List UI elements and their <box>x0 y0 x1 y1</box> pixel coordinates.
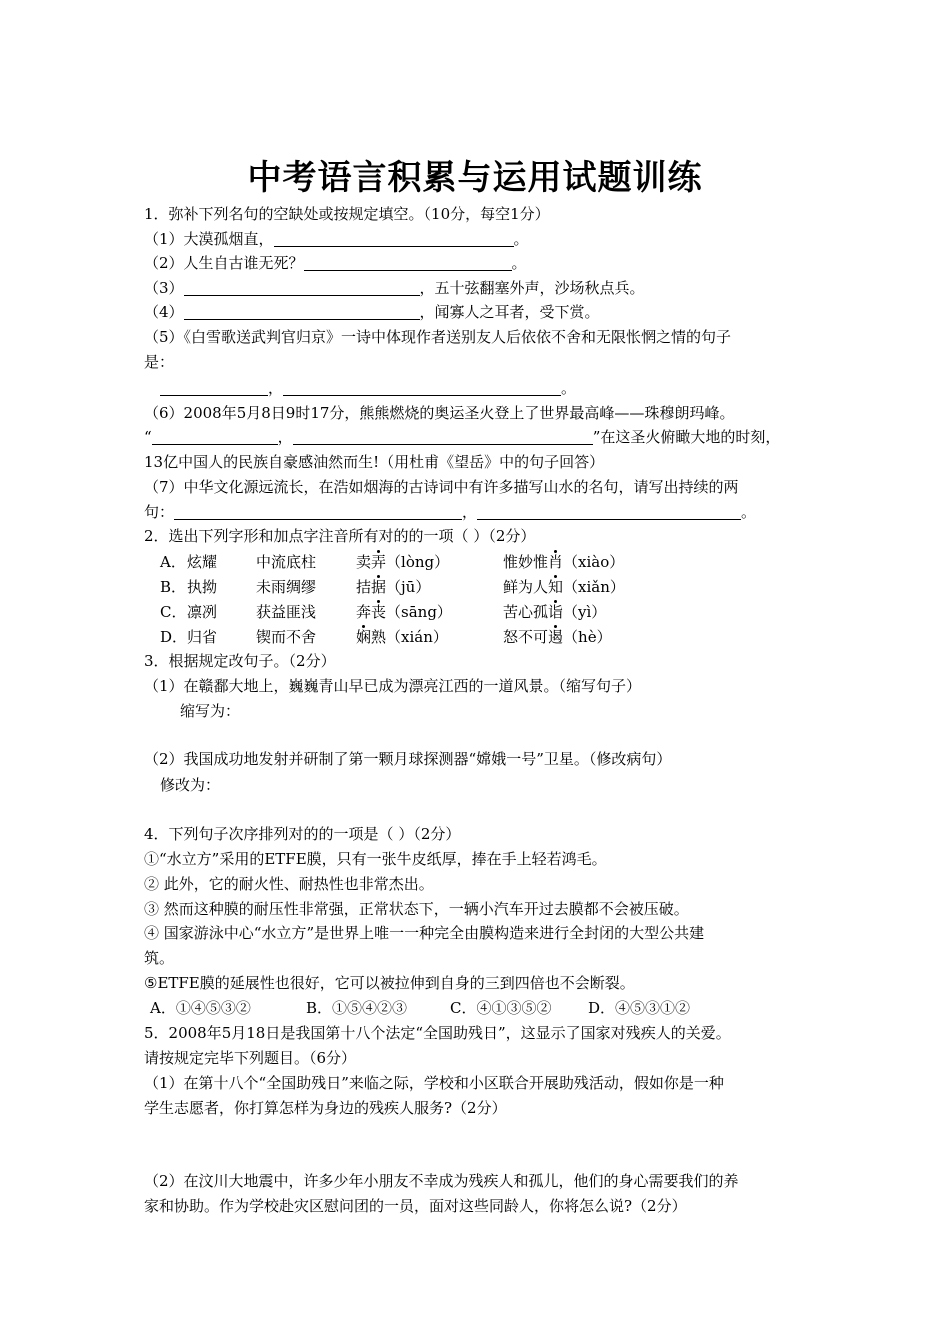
q4-option-d[interactable]: D．④⑤③①② <box>588 999 691 1017</box>
option-word-4: 怒不可遏（hè） <box>503 628 612 646</box>
answer-blank[interactable] <box>184 279 420 296</box>
q4-option-a[interactable]: A．①④⑤③② <box>150 999 251 1017</box>
punct: 。 <box>513 230 529 248</box>
dotted-char: 丧 <box>371 603 387 621</box>
q4-stem: 4．下列句子次序排列对的的一项是（ ）（2分） <box>144 825 461 843</box>
option-word-1: 凛冽 <box>187 603 218 621</box>
q4-option-c[interactable]: C．④①③⑤② <box>450 999 552 1017</box>
q4-sentence-5: ⑤ETFE膜的延展性也很好，它可以被拉伸到自身的三到四倍也不会断裂。 <box>144 974 635 992</box>
option-word-2: 获益匪浅 <box>256 603 317 621</box>
answer-blank[interactable] <box>293 428 593 445</box>
q4-sentence-3: ③ 然而这种膜的耐压性非常强，正常状态下，一辆小汽车开过去膜都不会被压破。 <box>144 900 689 918</box>
answer-blank[interactable] <box>283 379 561 396</box>
option-word-2: 锲而不舍 <box>256 628 317 646</box>
q2-stem: 2．选出下列字形和加点字注音所有对的的一项（ ）（2分） <box>144 527 536 545</box>
q1-item-1 <box>144 228 529 250</box>
option-word-2: 中流底柱 <box>256 553 317 571</box>
q4-sentence-1: ①“水立方”采用的ETFE膜，只有一张牛皮纸厚，捧在手上轻若鸿毛。 <box>144 850 607 868</box>
q1-item-3-text: ，五十弦翻塞外声，沙场秋点兵。 <box>419 279 645 297</box>
q1-item-5-blanks <box>160 377 576 399</box>
option-word-2: 未雨绸缪 <box>256 578 317 596</box>
page-title: 中考语言积累与运用试题训练 <box>247 158 703 198</box>
q4-option-b[interactable]: B．①⑤④②③ <box>306 999 408 1017</box>
q4-sentence-2: ② 此外，它的耐火性、耐热性也非常杰出。 <box>144 875 434 893</box>
q3-sentence-1: （1）在赣鄱大地上，巍巍青山早已成为漂亮江西的一道风景。（缩写句子） <box>144 677 642 695</box>
q1-item-7-label: 句： <box>144 503 175 521</box>
option-letter: B． <box>160 578 187 596</box>
dotted-char: 娴 <box>356 628 372 646</box>
q1-item-4-num: （4） <box>144 303 184 321</box>
option-word-4: 苦心孤诣（yì） <box>503 603 607 621</box>
q1-item-2 <box>144 252 527 274</box>
dotted-char: 遏 <box>548 628 564 646</box>
q1-item-7-line2 <box>144 501 756 523</box>
answer-blank[interactable] <box>274 230 514 247</box>
dotted-char: 诣 <box>548 603 564 621</box>
option-letter: D． <box>160 628 188 646</box>
q3-answer-1-label[interactable]: 缩写为： <box>180 702 241 720</box>
answer-blank[interactable] <box>477 503 741 520</box>
q4-options <box>0 997 950 1019</box>
punct: 。 <box>511 254 527 272</box>
q3-answer-2-label[interactable]: 修改为： <box>160 776 221 794</box>
q1-item-3 <box>144 277 645 299</box>
option-word-1: 炫耀 <box>187 553 218 571</box>
option-word-4: 惟妙惟肖（xiào） <box>503 553 625 571</box>
answer-blank[interactable] <box>304 254 512 271</box>
dotted-char: 肖 <box>548 553 564 571</box>
answer-blank[interactable] <box>160 379 268 396</box>
option-word-1: 归省 <box>187 628 218 646</box>
answer-blank[interactable] <box>174 503 462 520</box>
q1-stem: 1．弥补下列名句的空缺处或按规定填空。（10分，每空1分） <box>144 205 550 223</box>
q1-item-5-line1: （5）《白雪歌送武判官归京》一诗中体现作者送别友人后依依不舍和无限怅惘之情的句子 <box>144 328 732 346</box>
q1-item-6-line2 <box>144 426 780 448</box>
option-word-3: 奔丧（sāng） <box>356 603 452 621</box>
q4-sentence-4-line1: ④ 国家游泳中心“水立方”是世界上唯一一种完全由膜构造来进行全封闭的大型公共建 <box>144 924 705 942</box>
q1-item-5-line2: 是： <box>144 353 175 371</box>
q5-part-2-line1: （2）在汶川大地震中，许多少年小朋友不幸成为残疾人和孤儿，他们的身心需要我们的养 <box>144 1172 739 1190</box>
q5-stem-line2: 请按规定完毕下列题目。（6分） <box>144 1049 357 1067</box>
q3-sentence-2: （2）我国成功地发射并研制了第一颗月球探测器“嫦娥一号”卫星。（修改病句） <box>144 750 672 768</box>
q1-item-1-text: （1）大漠孤烟直， <box>144 230 274 248</box>
answer-blank[interactable] <box>152 428 278 445</box>
q5-part-1-line1: （1）在第十八个“全国助残日”来临之际，学校和小区联合开展助残活动，假如你是一种 <box>144 1074 724 1092</box>
option-letter: A． <box>160 553 186 571</box>
q2-option-row-b[interactable] <box>0 576 950 598</box>
q3-stem: 3．根据规定改句子。（2分） <box>144 652 336 670</box>
q2-option-row-c[interactable] <box>0 601 950 623</box>
punct: 。 <box>561 379 577 397</box>
punct: ， <box>277 428 293 446</box>
q1-item-2-text: （2）人生自古谁无死？ <box>144 254 304 272</box>
q1-item-6-line1: （6）2008年5月8日9时17分，熊熊燃烧的奥运圣火登上了世界最高峰——珠穆朗玛峰。 <box>144 404 735 422</box>
option-word-3: 拮据（jū） <box>356 578 431 596</box>
option-word-4: 鲜为人知（xiǎn） <box>503 578 625 596</box>
q1-item-7-line1: （7）中华文化源远流长，在浩如烟海的古诗词中有许多描写山水的名句，请写出持续的两 <box>144 478 739 496</box>
option-word-3: 卖弄（lòng） <box>356 553 450 571</box>
q1-item-3-num: （3） <box>144 279 184 297</box>
dotted-char: 弄 <box>371 553 387 571</box>
q2-option-row-d[interactable] <box>0 626 950 648</box>
dotted-char: 知 <box>548 578 564 596</box>
q1-item-4 <box>144 301 600 323</box>
punct: ， <box>268 379 284 397</box>
q5-stem-line1: 5．2008年5月18日是我国第十八个法定“全国助残日”，这显示了国家对残疾人的关爱。 <box>144 1024 731 1042</box>
q5-part-2-line2: 家和协助。作为学校赴灾区慰问团的一员，面对这些同龄人，你将怎么说?（2分） <box>144 1197 687 1215</box>
punct: 。 <box>741 503 757 521</box>
option-word-1: 执拗 <box>187 578 218 596</box>
dotted-char: 据 <box>371 578 387 596</box>
q5-part-1-line2: 学生志愿者，你打算怎样为身边的残疾人服务?（2分） <box>144 1099 507 1117</box>
q1-item-4-text: ，闻寡人之耳者，受下赏。 <box>419 303 600 321</box>
q4-sentence-4-line2: 筑。 <box>144 949 175 967</box>
q1-item-6-text: ”在这圣火俯瞰大地的时刻， <box>592 428 781 446</box>
punct: “ <box>144 428 152 446</box>
punct: ， <box>462 503 478 521</box>
option-word-3: 娴熟（xián） <box>356 628 448 646</box>
q2-option-row-a[interactable] <box>0 551 950 573</box>
q1-item-6-line3: 13亿中国人的民族自豪感油然而生!（用杜甫《望岳》中的句子回答） <box>144 453 605 471</box>
option-letter: C． <box>160 603 187 621</box>
answer-blank[interactable] <box>184 303 420 320</box>
